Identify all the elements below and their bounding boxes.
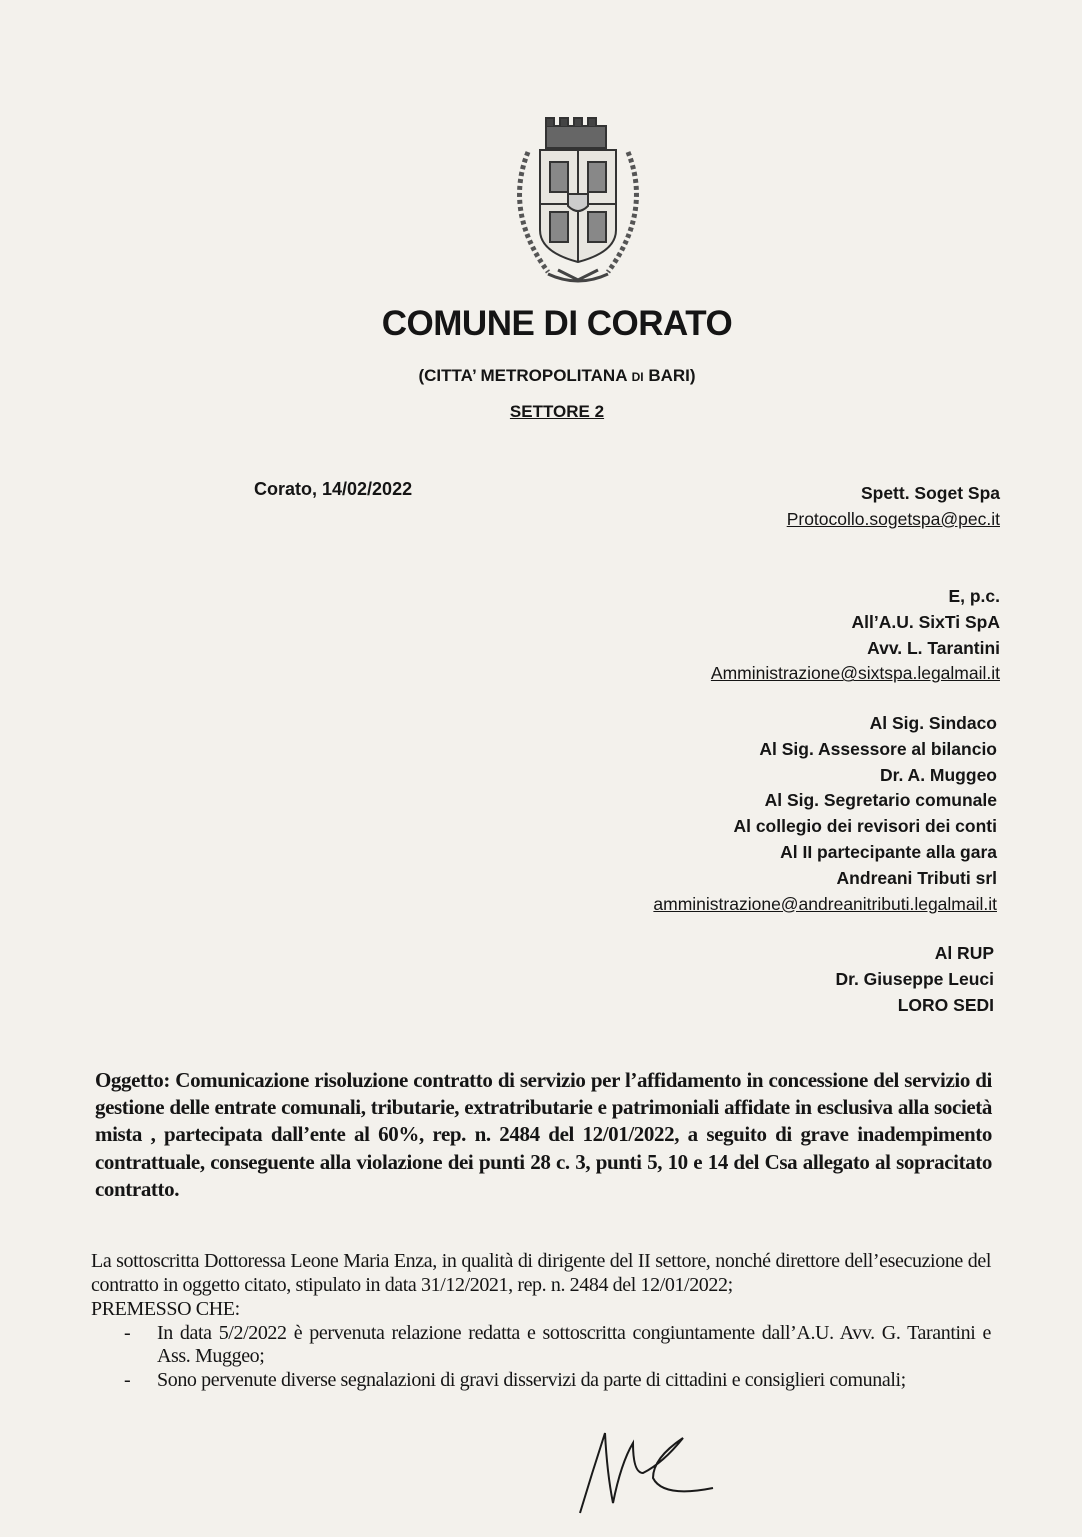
recipient-line: LORO SEDI [897,994,994,1015]
municipality-title: COMUNE DI CORATO [381,304,733,343]
list-item-text: In data 5/2/2022 è pervenuta relazione redatta e sottoscritta congiuntamente dall’A.U. Avv. G. Tarantini e Ass. Muggeo; [157,1321,991,1367]
recipient-line: Dr. A. Muggeo [880,764,997,785]
subtitle [0,366,1082,386]
list-item-text: Sono pervenute diverse segnalazioni di gravi disservizi da parte di cittadini e consiglieri comunali; [157,1368,906,1391]
recipient-line: Al RUP [934,943,994,963]
recipient-email-link[interactable]: amministrazione@andreanitributi.legalmail.it [653,893,997,914]
recipient-email-link[interactable]: Protocollo.sogetspa@pec.it [786,508,1000,529]
recipient-line: Al Sig. Segretario comunale [764,790,997,811]
letter-body [91,1250,991,1392]
recipient-line: Al II partecipante alla gara [780,841,997,862]
subject: Oggetto: Comunicazione risoluzione contratto di servizio per l’affidamento in concessione del servizio di gestione delle entrate comunali, tributarie, extratributarie e patrimoniali affidate in esclusiva alla società mista , partecipata dall’ente al 60%, rep. n. 2484 del 12/01/2022, a seguito di grave inadempimento contrattuale, conseguente alla violazione dei punti 28 c. 3, punti 5, 10 e 14 del Csa allegato al sopracitato contratto. [95,1068,992,1201]
list-item [91,1322,991,1369]
recipient-primary [787,481,1000,533]
recipient-cc [711,584,1000,687]
premise-heading: PREMESSO CHE: [91,1298,240,1320]
recipient-email-link[interactable]: Amministrazione@sixtspa.legalmail.it [710,663,1000,684]
recipient-line: Avv. L. Tarantini [867,637,1000,658]
recipient-line: Al Sig. Sindaco [869,713,997,733]
recipient-line: Al Sig. Assessore al bilancio [759,738,997,759]
bullet-dash: - [124,1321,131,1344]
recipient-line: Andreani Tributi srl [836,867,997,888]
handwritten-signature [575,1418,715,1518]
recipient-line: Al collegio dei revisori dei conti [733,816,997,837]
list-item [91,1369,991,1393]
recipient-rup [835,941,994,1018]
recipient-line: Dr. Giuseppe Leuci [835,968,994,989]
bullet-dash: - [124,1368,131,1391]
sector-label: SETTORE 2 [509,402,605,421]
recipient-others [653,711,997,917]
recipient-line: All’A.U. SixTi SpA [851,611,1000,632]
intro-paragraph: La sottoscritta Dottoressa Leone Maria Enza, in qualità di dirigente del II settore, nonché direttore dell’esecuzione del contratto in oggetto citato, stipulato in data 31/12/2021, rep. n. 2484 del 12/01/2022; [91,1250,991,1296]
coat-of-arms-logo [498,112,658,292]
recipient-line: Spett. Soget Spa [860,483,1000,503]
recipient-line: E, p.c. [948,586,1000,606]
subtitle-end: BARI) [648,366,696,385]
subtitle-small: DI [631,370,644,384]
date-line: Corato, 14/02/2022 [254,479,413,499]
subtitle-main: (CITTA’ METROPOLITANA [418,366,627,385]
